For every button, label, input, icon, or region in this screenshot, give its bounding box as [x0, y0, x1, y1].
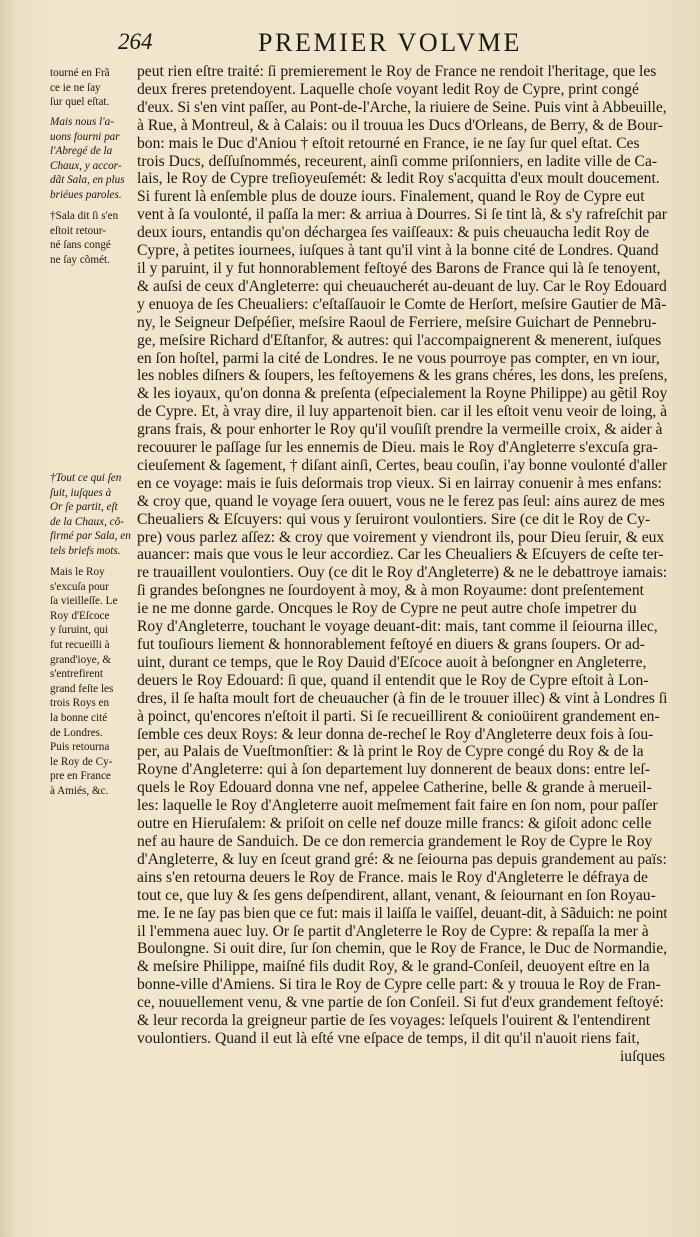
text-line: les nobles diſners & ſoupers, les feſtoyemens & les grans chéres, les dons, les preſens, — [137, 367, 667, 385]
text-line: ains s'en retourna deuers le Roy de France. mais le Roy d'Angleterre le défraya de — [137, 868, 648, 886]
text-line: d'Angleterre, & luy en ſceut grand gré: & ne ſeiourna pas depuis grandement au païs: — [137, 850, 667, 868]
margin-note-line: †Tout ce qui ſen — [50, 472, 122, 484]
margin-note-line: pre en France — [50, 770, 111, 783]
text-line: à poinct, qu'encores n'eſtoit il parti. Si ſe recueillirent & conioüirent grandement en- — [137, 707, 660, 725]
text-line: en ſon hoſtel, parmi la cité de Londres. Ie ne vous pourroye pas compter, en vn iour, — [137, 349, 660, 367]
text-line: il y paruint, il y fut honnorablement feſtoyé des Barons de France qui là ſe tenoyent, — [137, 259, 661, 277]
text-line: pre) vous parlez aſſez: & croy que voirement y viendront ils, pour Dieu ſeruir, & eux — [137, 528, 665, 546]
text-line: d'eux. Si s'en vint paſſer, au Pont-de-l'Arche, la riuiere de Seine. Puis vint à Abbeuille, — [137, 98, 667, 116]
text-line: tout ce, que luy & ſes gens deſpendirent, allant, venant, & ſeiournant en ſon Royau- — [137, 886, 656, 904]
margin-note-line: Chaux, y accor- — [50, 159, 122, 172]
text-line: voulontiers. Quand il eut là eſté vne eſpace de temps, il dit qu'il n'auoit riens fait, — [137, 1029, 640, 1047]
text-line: & croy que, quand le voyage ſera ouuert, vous ne le ferez pas ſeul: ains aurez de mes — [137, 492, 665, 510]
text-line: recouurer le paſſage ſur les ennemis de Dieu. mais le Roy d'Angleterre s'excuſa gra- — [137, 439, 658, 457]
text-line: cieuſement & ſagement, † diſant ainſi, Certes, beau couſin, i'ay bonne voulonté d'aller — [137, 456, 667, 474]
text-line: les: laquelle le Roy d'Angleterre auoit meſmement fait faire en ſon nom, pour paſſer — [137, 797, 658, 815]
running-title: PREMIER VOLVME — [258, 28, 522, 57]
margin-note-line: y ſuruint, qui — [50, 624, 109, 637]
margin-note-line: Roy d'Eſcoce — [50, 609, 110, 622]
text-line: de Cypre. Et, à vray dire, il luy appartenoit bien. car il les eſtoit venu veoir de loing, à — [137, 403, 667, 421]
margin-note-line: Or ſe partit, eſt — [50, 501, 118, 514]
margin-note-line: l'Abregé de la — [50, 145, 113, 158]
text-line: & les ioyaux, qu'on donna & preſenta (eſpecialement la Royne Philippe) au gẽtil Roy — [137, 385, 667, 403]
text-line: ce, nouuellement venu, & vne partie de ſon Conſeil. Si fut d'eux grandement feſtoyé: — [137, 994, 664, 1012]
margin-note-line: à Amiés, &c. — [50, 784, 109, 797]
margin-note-line: ce ie ne ſay — [50, 81, 101, 94]
margin-note-line: né ſans congé — [50, 239, 111, 252]
text-line: re trauaillent voulontiers. Ouy (ce dit le Roy d'Angleterre) & ne le debattroye iamais: — [137, 564, 667, 582]
main-text — [137, 63, 667, 1066]
text-line: auancer: mais que vous le leur accordiez. Car les Cheualiers & Eſcuyers de ceſte ter- — [137, 546, 664, 564]
margin-note-line: eſtoit retour- — [50, 224, 107, 237]
margin-note-line: trois Roys en — [50, 697, 110, 710]
text-line: bon: mais le Duc d'Aniou † eſtoit retourné en France, ie ne ſay ſur quel eſtat. Ces — [137, 134, 640, 152]
text-line: ny, le Seigneur Deſpéſier, meſsire Raoul de Ferriere, meſsire Guichart de Pennebru- — [137, 313, 657, 331]
text-line: & auſsi de ceux d'Angleterre: qui cheuaucherét au-deuant de luy. Car le Roy Edouard — [137, 277, 667, 295]
margin-note-line: le Roy de Cy- — [50, 755, 113, 768]
margin-note-line: grand'ioye, & — [50, 653, 112, 666]
text-line: outre en Hieruſalem: & priſoit on celle nef douze mille francs: & giſoit adonc celle — [137, 815, 652, 833]
text-line: me. Ie ne ſay pas bien que ce fut: mais il laiſſa le vaiſſel, deuant-dit, à Sãduich: ne point — [137, 904, 667, 922]
margin-note-line: tels briefs mots. — [50, 544, 121, 557]
margin-note-line: tourné en Frã — [50, 67, 110, 79]
text-line: grans frais, & pour enhorter le Roy qu'il vouſiſt prendre la vermeille croix, & aider à — [137, 421, 663, 439]
text-line: Boulongne. Si ouit dire, ſur ſon chemin, que le Roy de France, le Duc de Normandie, — [137, 940, 667, 958]
text-line: y enuoya de ſes Cheualiers: c'eſtaſſauoir le Comte de Herſort, meſsire Gautier de Mã- — [137, 295, 667, 313]
text-line: vent à ſa voulonté, il paſſa la mer: & arriua à Dourres. Si ſe tint là, & s'y rafreſchit par — [137, 206, 667, 224]
page-header — [0, 26, 700, 56]
text-line: il l'emmena auec luy. Or ſe partit d'Angleterre le Roy de Cypre: & repaſſa la mer à — [137, 922, 649, 940]
margin-note — [50, 115, 134, 203]
margin-note-line: fut recueilli à — [50, 638, 110, 651]
margin-note-line: la bonne cité — [50, 711, 108, 724]
margin-note — [50, 66, 134, 110]
margin-note-line: s'excuſa pour — [50, 580, 109, 593]
text-line: Royne d'Angleterre: qui à ſon departement luy donnerent de beaux dons: entre leſ- — [137, 761, 650, 779]
text-line: dres, il ſe haſta moult fort de cheuaucher (à fin de le trouuer illec) & vint à Londres ſi — [137, 689, 667, 707]
margin-note-line: ſuit, iuſques à — [50, 486, 112, 499]
margin-note-line: s'entrefirent — [50, 668, 103, 681]
text-line: deux iours, entandis qu'on déchargea ſes vaiſſeaux: & puis cheuaucha ledit Roy de — [137, 224, 650, 242]
text-line: ſemble ces deux Roys: & leur donna de-recheſ le Roy d'Angleterre deux fois à ſou- — [137, 725, 654, 743]
margin-note-line: Mais nous l'a- — [50, 116, 114, 128]
margin-note-line: firmé par Sala, en — [50, 530, 131, 543]
text-line: nef au haure de Sanduich. De ce don remercia grandement le Roy de Cypre le Roy — [137, 832, 653, 850]
text-line: Roy d'Angleterre, touchant le voyage deuant-dit: mais, tant comme il ſeiourna illec, — [137, 618, 658, 636]
text-line: bonne-ville d'Amiens. Si tira le Roy de Cypre celle part: & y trouua le Roy de Fran- — [137, 976, 661, 994]
margin-note-line: Puis retourna — [50, 741, 110, 754]
margin-note-line: grand feſte les — [50, 682, 114, 695]
margin-note-line: ſur quel eſtat. — [50, 96, 110, 109]
catchword: iuſques — [619, 1047, 665, 1065]
margin-note-line: briéues paroles. — [50, 188, 122, 201]
margin-note-line: uons fourni par — [50, 130, 120, 143]
margin-note-line: †Sala dit ſi s'en — [50, 210, 119, 222]
text-line: deux freres pretendoyent. Laquelle choſe voyant ledit Roy de Cypre, print congé — [137, 80, 639, 98]
text-line: quels le Roy Edouard donna vne nef, appelee Catherine, belle & grande à merueil- — [137, 779, 652, 797]
margin-note-line: dãt Sala, en plus — [50, 174, 125, 187]
margin-note — [50, 209, 134, 267]
text-line: per, au Palais de Vueſtmonſtier: & là print le Roy de Cypre congé du Roy & de la — [137, 743, 644, 761]
text-line: à Rue, à Montreul, & à Calais: ou il trouua les Ducs d'Orleans, de Berry, & de Bour- — [137, 116, 663, 134]
text-line: fut touſiours liement & honnorablement feſtoyé en diuers & grans ſoupers. Or ad- — [137, 636, 645, 653]
text-line: lais, le Roy de Cypre treſioyeuſemét: & ledit Roy s'acquitta d'eux moult doucement. — [137, 170, 660, 188]
text-line: & leur recorda la greigneur partie de ſes voyages: leſquels l'ouirent & l'entendirent — [137, 1012, 651, 1030]
page-number: 264 — [118, 29, 153, 54]
text-line: ie ne me donne garde. Oncques le Roy de Cypre ne peut autre choſe impetrer du — [137, 600, 637, 618]
margin-note-line: ne ſay cõmét. — [50, 253, 110, 266]
margin-note-line: de Londres. — [50, 726, 103, 739]
text-line: & meſsire Philippe, maiſné fils dudit Roy, & le grand-Conſeil, deuoyent eſtre en la — [137, 958, 650, 976]
text-line: Cheualiers & Eſcuyers: qui vous y ſeruiront voulontiers. Sire (ce dit le Roy de Cy- — [137, 510, 651, 528]
text-line: Cypre, à petites iournees, iuſques à tant qu'il vint à la bonne cité de Londres. Quand — [137, 242, 659, 260]
margin-note-line: Mais le Roy — [50, 566, 105, 578]
margin-note-line: de la Chaux, cõ- — [50, 515, 124, 528]
margin-note-line: ſa vieilleſſe. Le — [50, 595, 118, 608]
text-line: ge, meſsire Richard d'Eſtanfor, & autres: qui l'accompaignerent & menerent, iuſques — [137, 331, 662, 349]
margin-note — [50, 565, 134, 799]
text-line: peut rien eſtre traité: ſi premierement le Roy de France ne rendoit l'heritage, que les — [137, 63, 657, 80]
text-line: en ce voyage: mais ie ſuis deſormais trop vieux. Si en lairray conuenir à mes enfans: — [137, 474, 662, 492]
text-line: Si furent là enſemble plus de douze iours. Finalement, quand le Roy de Cypre eut — [137, 188, 645, 206]
text-line: trois Ducs, deſſuſnommés, receurent, ainſi comme priſonniers, en ladite ville de Ca- — [137, 152, 658, 170]
text-line: uint, durant ce temps, que le Roy Dauid d'Eſcoce auoit à beſongner en Angleterre, — [137, 653, 647, 671]
text-line: deuers le Roy Edouard: ſi que, quand il entendit que le Roy de Cypre eſtoit à Lon- — [137, 671, 649, 689]
margin-note — [50, 471, 134, 559]
text-line: ſi grandes beſongnes ne ſourdoyent à moy, & à mon Royaume: dont preſentement — [137, 582, 644, 600]
